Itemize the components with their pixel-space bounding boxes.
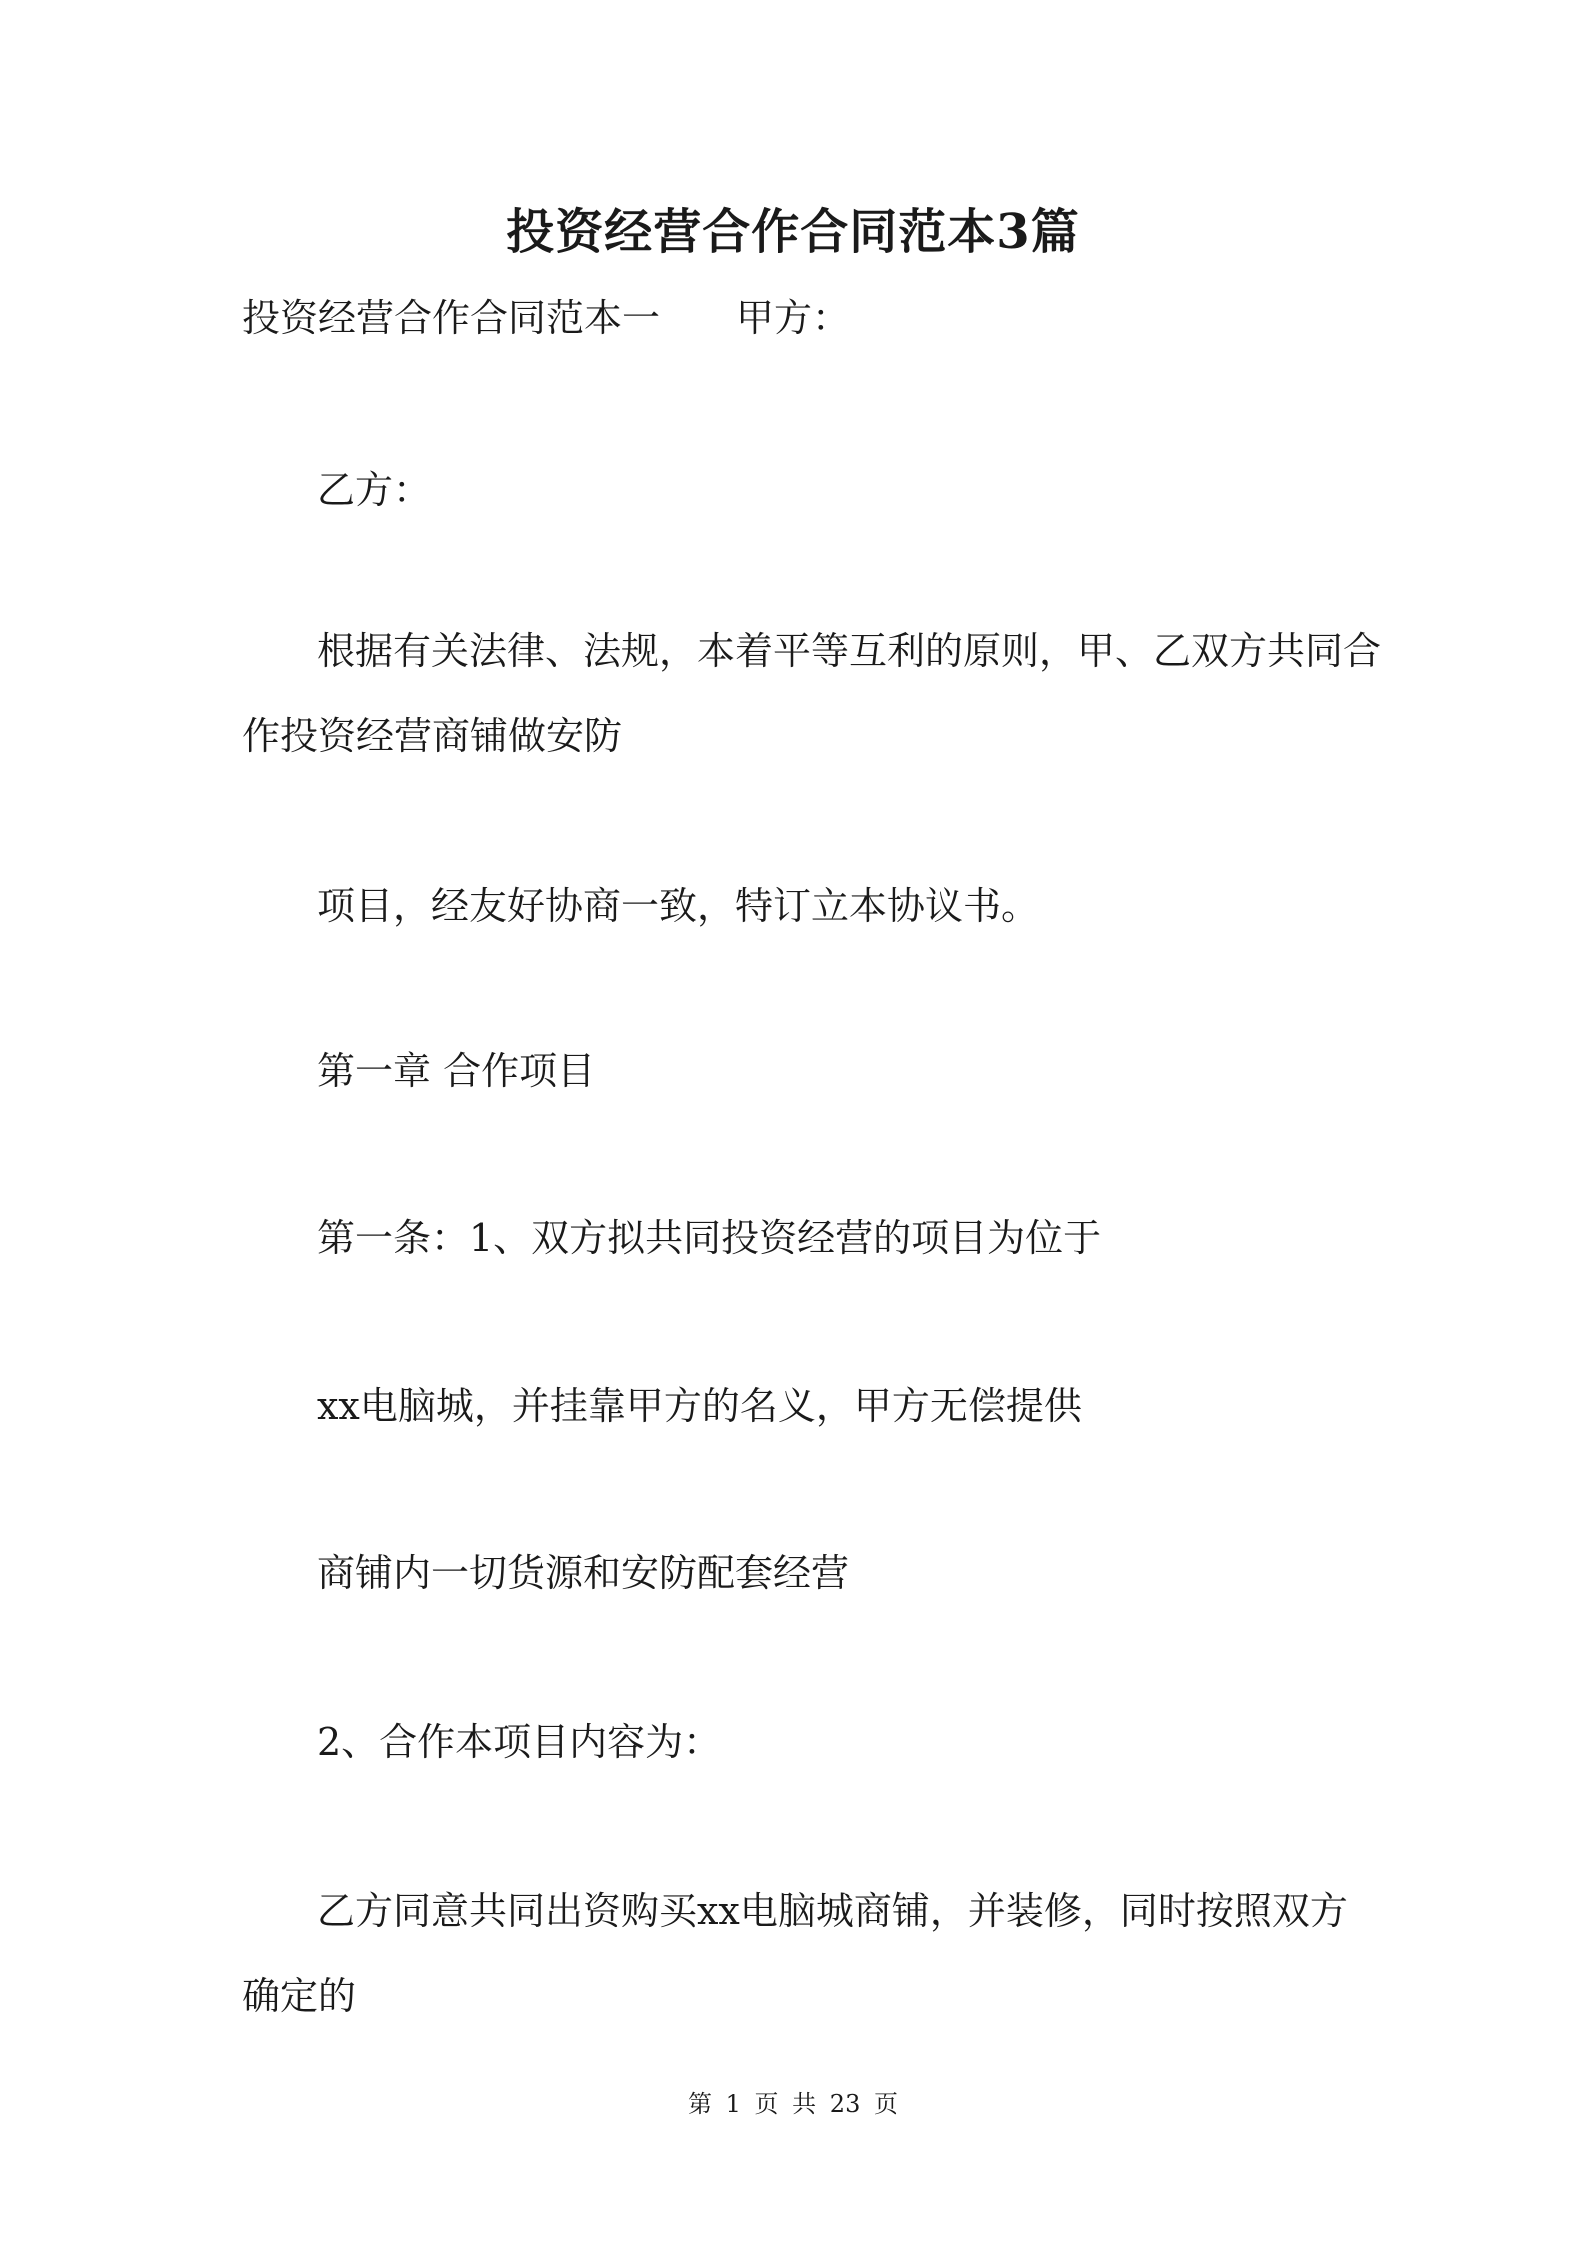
- paragraph-1-line-1: 根据有关法律、法规，本着平等互利的原则，甲、乙双方共同合: [317, 629, 1382, 673]
- document-title: 投资经营合作合同范本3篇: [506, 204, 1080, 260]
- article-1-continuation: xx电脑城，并挂靠甲方的名义，甲方无偿提供: [317, 1384, 1082, 1428]
- paragraph-3-line-2: 确定的: [242, 1974, 357, 2018]
- paragraph-3-line-1: 乙方同意共同出资购买xx电脑城商铺，并装修，同时按照双方: [317, 1889, 1348, 1933]
- paragraph-1-line-2: 作投资经营商铺做安防: [242, 714, 623, 758]
- party-b-label: 乙方：: [317, 468, 432, 512]
- page-number-footer: 第 1 页 共 23 页: [688, 2090, 898, 2118]
- goods-supply-line: 商铺内一切货源和安防配套经营: [317, 1551, 850, 1595]
- item-2-line: 2、合作本项目内容为：: [317, 1720, 722, 1764]
- contract-heading-line: 投资经营合作合同范本一 甲方：: [242, 296, 851, 340]
- article-1-line: 第一条：1、双方拟共同投资经营的项目为位于: [317, 1216, 1102, 1260]
- paragraph-2: 项目，经友好协商一致，特订立本协议书。: [317, 884, 1040, 928]
- chapter-1-heading: 第一章 合作项目: [317, 1049, 596, 1093]
